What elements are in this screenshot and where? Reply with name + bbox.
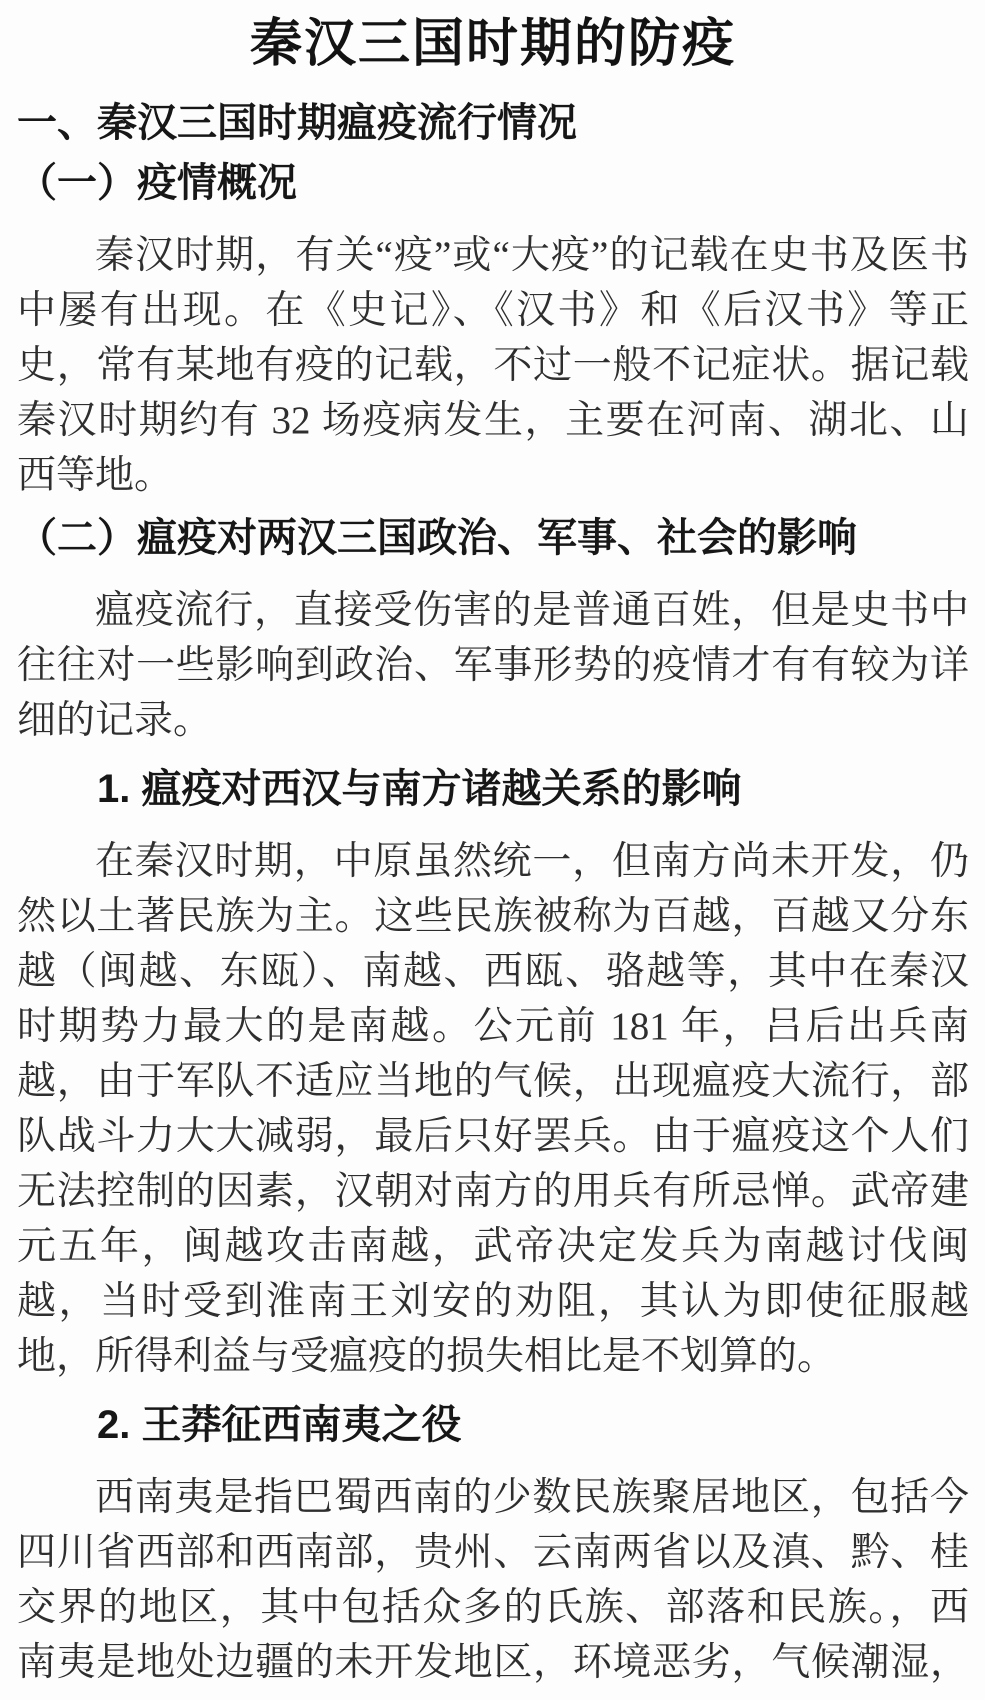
paragraph-western-han-yue-relations: 在秦汉时期，中原虽然统一，但南方尚未开发，仍然以土著民族为主。这些民族被称为百越，百越又分东越（闽越、东瓯）、南越、西瓯、骆越等，其中在秦汉时期势力最大的是南越。公元前 181 年，吕后出兵南越，由于军队不适应当地的气候，出现瘟疫大流行，部队战斗力大大减弱，最后只好罢兵。由于瘟疫这个人们无法控制的因素，汉朝对南方的用兵有所忌惮。武帝建元五年，闽越攻击南越，武帝决定发兵为南越讨伐闽越，当时受到淮南王刘安的劝阻，其认为即使征服越地，所得利益与受瘟疫的损失相比是不划算的。: [17, 840, 969, 1378]
heading-item-2-wang-mang-campaign: 2. 王莽征西南夷之役: [97, 1403, 462, 1447]
paragraph-impact-intro: 瘟疫流行，直接受伤害的是普通百姓，但是史书中往往对一些影响到政治、军事形势的疫情才有有较为详细的记录。: [17, 589, 969, 742]
heading-item-1-western-han-yue-relations: 1. 瘟疫对西汉与南方诸越关系的影响: [97, 767, 742, 811]
heading-subsection-epidemic-overview: （一）疫情概况: [17, 161, 297, 205]
paragraph-southwest-yi-region: 西南夷是指巴蜀西南的少数民族聚居地区，包括今四川省西部和西南部，贵州、云南两省以及滇、黔、桂交界的地区，其中包括众多的氏族、部落和民族。，西南夷是地处边疆的未开发地区，环境恶劣，气候潮湿，: [17, 1476, 969, 1684]
heading-section-one: 一、秦汉三国时期瘟疫流行情况: [17, 101, 577, 145]
paragraph-epidemic-overview: 秦汉时期，有关“疫”或“大疫”的记载在史书及医书中屡有出现。在《史记》、《汉书》和《后汉书》等正史，常有某地有疫的记载，不过一般不记症状。据记载秦汉时期约有 32 场疫病发生，主要在河南、湖北、山西等地。: [17, 234, 969, 497]
document-title: 秦汉三国时期的防疫: [249, 15, 736, 73]
heading-subsection-impact-politics-military-society: （二）瘟疫对两汉三国政治、军事、社会的影响: [17, 516, 857, 560]
